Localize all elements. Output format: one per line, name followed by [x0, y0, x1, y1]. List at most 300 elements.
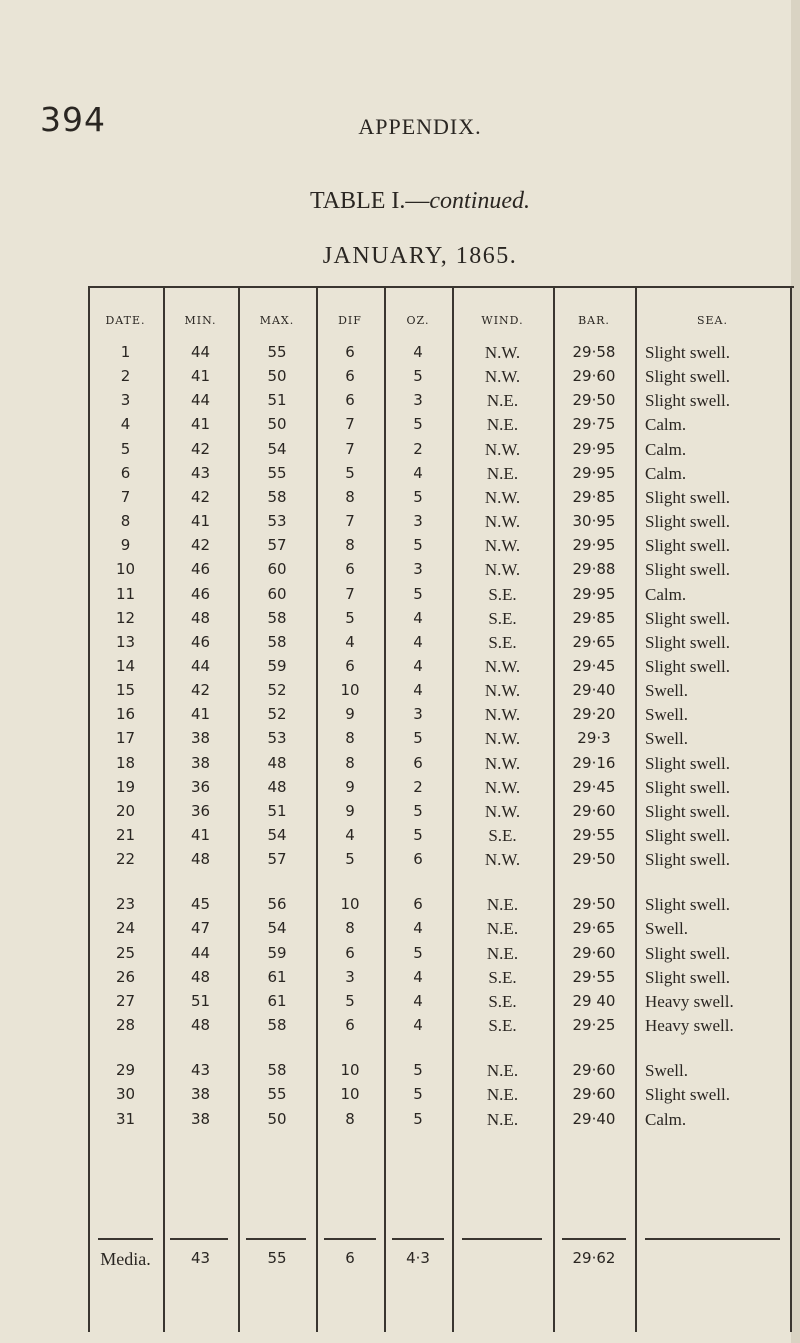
- cell-date: 13: [115, 632, 136, 651]
- table-row: [0, 560, 800, 584]
- cell-wind: N.E.: [486, 1109, 519, 1129]
- cell-max: 59: [267, 656, 287, 675]
- cell-dif: 8: [345, 753, 355, 772]
- cell-bar: 29·55: [572, 967, 616, 986]
- cell-oz: 4: [413, 991, 423, 1010]
- cell-oz: 4: [413, 1016, 423, 1035]
- cell-dif: 4: [345, 632, 355, 651]
- cell-wind: S.E.: [488, 584, 517, 604]
- cell-max: 61: [267, 967, 287, 986]
- cell-max: 50: [267, 415, 287, 434]
- cell-dif: 6: [345, 560, 355, 579]
- cell-max: 59: [267, 943, 287, 962]
- cell-min: 48: [190, 967, 211, 986]
- cell-wind: N.W.: [484, 705, 521, 725]
- cell-date: 26: [115, 967, 136, 986]
- cell-sea: Slight swell.: [645, 826, 731, 845]
- cell-max: 48: [267, 753, 287, 772]
- cell-date: 4: [120, 415, 131, 434]
- cell-wind: S.E.: [488, 632, 517, 652]
- media-rule: [462, 1238, 542, 1240]
- cell-bar: 29·55: [572, 826, 616, 844]
- cell-max: 60: [267, 560, 287, 579]
- cell-min: 36: [190, 777, 211, 796]
- cell-bar: 29·60: [572, 1061, 616, 1080]
- table-title-main: TABLE I.—: [309, 188, 430, 214]
- cell-date: 21: [115, 826, 136, 844]
- cell-wind: S.E.: [488, 991, 517, 1011]
- cell-oz: 4: [413, 343, 423, 361]
- cell-min: 44: [190, 656, 211, 675]
- cell-wind: S.E.: [488, 1016, 517, 1036]
- cell-min: 38: [190, 753, 211, 772]
- cell-oz: 4: [413, 632, 423, 651]
- cell-oz: 5: [413, 487, 423, 506]
- cell-date: 23: [115, 895, 136, 914]
- media-rule: [98, 1238, 153, 1240]
- cell-oz: 5: [413, 1085, 423, 1104]
- table-row: [0, 391, 800, 415]
- cell-max: 54: [267, 826, 287, 844]
- cell-sea: Slight swell.: [645, 656, 731, 676]
- table-row: [0, 705, 800, 729]
- table-row: [0, 536, 800, 560]
- cell-bar: 29·3: [577, 729, 611, 748]
- cell-bar: 30·95: [572, 512, 616, 531]
- cell-min: 42: [190, 439, 211, 458]
- cell-date: 12: [115, 608, 136, 627]
- cell-dif: 7: [345, 415, 355, 434]
- cell-min: 46: [190, 632, 211, 651]
- media-dif: 6: [345, 1249, 355, 1267]
- cell-dif: 8: [345, 487, 355, 506]
- cell-min: 36: [190, 801, 211, 820]
- table-row: [0, 802, 800, 826]
- media-label: Media.: [100, 1249, 151, 1269]
- table-row: [0, 729, 800, 753]
- cell-min: 41: [190, 512, 211, 531]
- cell-sea: Slight swell.: [645, 850, 731, 870]
- cell-max: 55: [267, 343, 287, 361]
- cell-oz: 5: [413, 367, 423, 386]
- cell-bar: 29·50: [572, 895, 616, 914]
- media-row: [0, 1249, 800, 1273]
- cell-dif: 5: [345, 463, 355, 482]
- cell-min: 42: [190, 536, 211, 555]
- cell-wind: N.E.: [486, 463, 519, 483]
- cell-date: 27: [115, 991, 136, 1010]
- cell-max: 57: [267, 536, 287, 555]
- table-row: [0, 826, 800, 850]
- cell-max: 58: [267, 487, 287, 506]
- table-row: [0, 512, 800, 536]
- cell-date: 15: [115, 681, 136, 700]
- cell-sea: Calm.: [645, 463, 687, 483]
- media-oz: 4·3: [406, 1249, 430, 1267]
- cell-bar: 29·60: [572, 801, 616, 820]
- cell-dif: 10: [340, 895, 360, 914]
- cell-date: 3: [120, 391, 131, 410]
- cell-oz: 2: [413, 439, 423, 458]
- cell-dif: 9: [345, 777, 355, 796]
- cell-wind: N.E.: [486, 415, 519, 435]
- cell-wind: N.W.: [484, 681, 521, 701]
- cell-min: 41: [190, 705, 211, 724]
- cell-date: 24: [115, 919, 136, 938]
- cell-sea: Slight swell.: [645, 632, 731, 652]
- cell-oz: 5: [413, 801, 423, 820]
- cell-wind: N.E.: [486, 895, 519, 915]
- cell-min: 51: [190, 991, 211, 1010]
- cell-date: 5: [120, 439, 131, 458]
- table-row: [0, 464, 800, 488]
- cell-max: 50: [267, 1109, 287, 1128]
- cell-date: 14: [115, 656, 136, 675]
- table-row: [0, 850, 800, 874]
- cell-dif: 9: [345, 705, 355, 724]
- cell-dif: 6: [345, 656, 355, 675]
- cell-date: 18: [115, 753, 136, 772]
- cell-wind: N.E.: [486, 1061, 519, 1081]
- cell-bar: 29·95: [572, 439, 616, 458]
- cell-max: 54: [267, 919, 287, 938]
- table-row: [0, 488, 800, 512]
- cell-dif: 4: [345, 826, 355, 844]
- cell-sea: Heavy swell.: [645, 1016, 734, 1036]
- cell-wind: N.W.: [484, 512, 521, 532]
- cell-wind: N.W.: [484, 487, 521, 507]
- cell-bar: 29·95: [572, 463, 616, 482]
- cell-max: 48: [267, 777, 287, 796]
- cell-bar: 29·45: [572, 656, 616, 675]
- cell-wind: N.E.: [486, 919, 519, 939]
- cell-wind: N.W.: [484, 801, 521, 821]
- cell-dif: 6: [345, 1016, 355, 1035]
- cell-dif: 8: [345, 729, 355, 748]
- cell-oz: 5: [413, 584, 423, 603]
- table-row: [0, 585, 800, 609]
- cell-date: 10: [115, 560, 136, 579]
- table-row: [0, 1110, 800, 1134]
- cell-dif: 6: [345, 343, 355, 361]
- cell-oz: 3: [413, 391, 423, 410]
- table-row: [0, 681, 800, 705]
- cell-dif: 7: [345, 584, 355, 603]
- cell-min: 41: [190, 367, 211, 386]
- cell-bar: 29·16: [572, 753, 616, 772]
- cell-bar: 29 40: [572, 991, 616, 1010]
- cell-bar: 29·60: [572, 367, 616, 386]
- cell-oz: 4: [413, 967, 423, 986]
- header-min: MIN.: [184, 314, 217, 327]
- cell-bar: 29·50: [572, 391, 616, 410]
- cell-min: 48: [190, 608, 211, 627]
- table-row: [0, 657, 800, 681]
- cell-wind: N.E.: [486, 391, 519, 411]
- cell-wind: N.E.: [486, 943, 519, 963]
- table-title-continued: continued.: [429, 188, 531, 214]
- cell-oz: 2: [413, 777, 423, 796]
- cell-dif: 8: [345, 919, 355, 938]
- cell-min: 48: [190, 850, 211, 869]
- cell-max: 57: [267, 850, 287, 869]
- header-date: DATE.: [105, 314, 146, 327]
- cell-bar: 29·65: [572, 919, 616, 938]
- cell-sea: Slight swell.: [645, 343, 731, 362]
- cell-sea: Slight swell.: [645, 777, 731, 797]
- cell-wind: N.W.: [484, 536, 521, 556]
- cell-sea: Calm.: [645, 439, 687, 459]
- cell-sea: Slight swell.: [645, 753, 731, 773]
- table-row: [0, 1085, 800, 1109]
- cell-min: 45: [190, 895, 211, 914]
- media-rule: [645, 1238, 780, 1240]
- cell-sea: Swell.: [645, 919, 688, 939]
- cell-bar: 29·85: [572, 487, 616, 506]
- cell-oz: 5: [413, 536, 423, 555]
- cell-min: 47: [190, 919, 211, 938]
- cell-sea: Swell.: [645, 705, 688, 725]
- cell-max: 55: [267, 463, 287, 482]
- cell-sea: Slight swell.: [645, 608, 731, 628]
- cell-bar: 29·65: [572, 632, 616, 651]
- cell-oz: 5: [413, 415, 423, 434]
- cell-wind: S.E.: [488, 608, 517, 628]
- cell-wind: N.W.: [484, 850, 521, 870]
- page-number: 394: [40, 100, 106, 139]
- cell-dif: 8: [345, 536, 355, 555]
- cell-date: 7: [120, 487, 131, 506]
- cell-max: 50: [267, 367, 287, 386]
- media-rule: [392, 1238, 444, 1240]
- cell-bar: 29·58: [572, 343, 616, 361]
- cell-dif: 10: [340, 1061, 360, 1080]
- cell-max: 53: [267, 512, 287, 531]
- cell-oz: 4: [413, 919, 423, 938]
- cell-date: 16: [115, 705, 136, 724]
- cell-wind: S.E.: [488, 967, 517, 987]
- table-row: [0, 1061, 800, 1085]
- cell-wind: N.W.: [484, 729, 521, 749]
- media-rule: [246, 1238, 306, 1240]
- cell-min: 42: [190, 681, 211, 700]
- cell-max: 58: [267, 632, 287, 651]
- table-row: [0, 895, 800, 919]
- cell-sea: Slight swell.: [645, 895, 731, 915]
- cell-oz: 4: [413, 656, 423, 675]
- cell-min: 46: [190, 584, 211, 603]
- cell-date: 2: [120, 367, 131, 386]
- cell-oz: 5: [413, 729, 423, 748]
- cell-bar: 29·60: [572, 1085, 616, 1104]
- cell-oz: 3: [413, 705, 423, 724]
- cell-date: 20: [115, 801, 136, 820]
- cell-date: 6: [120, 463, 131, 482]
- cell-wind: N.W.: [484, 656, 521, 676]
- table-row: [0, 968, 800, 992]
- table-row: [0, 633, 800, 657]
- cell-dif: 8: [345, 1109, 355, 1128]
- header-oz: OZ.: [406, 314, 430, 327]
- cell-sea: Slight swell.: [645, 1085, 731, 1105]
- cell-max: 56: [267, 895, 287, 914]
- cell-bar: 29·95: [572, 584, 616, 603]
- cell-oz: 3: [413, 512, 423, 531]
- cell-min: 38: [190, 1085, 211, 1104]
- cell-max: 55: [267, 1085, 287, 1104]
- cell-dif: 3: [345, 967, 355, 986]
- cell-bar: 29·60: [572, 943, 616, 962]
- cell-dif: 9: [345, 801, 355, 820]
- cell-bar: 29·25: [572, 1016, 616, 1035]
- cell-oz: 6: [413, 895, 423, 914]
- cell-bar: 29·20: [572, 705, 616, 724]
- cell-sea: Calm.: [645, 584, 687, 604]
- header-max: MAX.: [259, 314, 295, 327]
- cell-max: 52: [267, 705, 287, 724]
- media-rule: [562, 1238, 626, 1240]
- media-bar: 29·62: [572, 1249, 616, 1267]
- cell-date: 22: [115, 850, 136, 869]
- cell-min: 43: [190, 1061, 211, 1080]
- cell-min: 46: [190, 560, 211, 579]
- cell-oz: 5: [413, 1109, 423, 1128]
- cell-sea: Slight swell.: [645, 367, 731, 387]
- cell-max: 58: [267, 1016, 287, 1035]
- cell-max: 58: [267, 608, 287, 627]
- cell-oz: 3: [413, 560, 423, 579]
- running-head: APPENDIX.: [358, 114, 482, 139]
- cell-oz: 5: [413, 1061, 423, 1080]
- cell-min: 41: [190, 826, 211, 844]
- cell-dif: 10: [340, 681, 360, 700]
- table-row: [0, 754, 800, 778]
- cell-bar: 29·75: [572, 415, 616, 434]
- cell-bar: 29·88: [572, 560, 616, 579]
- cell-date: 25: [115, 943, 136, 962]
- cell-min: 43: [190, 463, 211, 482]
- cell-dif: 5: [345, 850, 355, 869]
- cell-wind: N.W.: [484, 367, 521, 387]
- cell-date: 1: [120, 343, 131, 361]
- cell-oz: 4: [413, 608, 423, 627]
- cell-oz: 6: [413, 753, 423, 772]
- cell-date: 9: [120, 536, 131, 555]
- cell-max: 53: [267, 729, 287, 748]
- cell-sea: Swell.: [645, 681, 688, 701]
- cell-wind: N.W.: [484, 439, 521, 459]
- cell-wind: N.W.: [484, 777, 521, 797]
- cell-bar: 29·85: [572, 608, 616, 627]
- cell-sea: Slight swell.: [645, 967, 731, 987]
- media-min: 43: [190, 1249, 211, 1267]
- table-row: [0, 919, 800, 943]
- cell-min: 38: [190, 1109, 211, 1128]
- cell-dif: 7: [345, 439, 355, 458]
- table-row: [0, 609, 800, 633]
- cell-min: 48: [190, 1016, 211, 1035]
- cell-sea: Slight swell.: [645, 391, 731, 411]
- cell-dif: 6: [345, 367, 355, 386]
- cell-date: 30: [115, 1085, 136, 1104]
- cell-sea: Slight swell.: [645, 560, 731, 580]
- cell-date: 19: [115, 777, 136, 796]
- table-row: [0, 1016, 800, 1040]
- cell-max: 51: [267, 801, 287, 820]
- table-row: [0, 992, 800, 1016]
- cell-wind: N.E.: [486, 1085, 519, 1105]
- cell-sea: Slight swell.: [645, 512, 731, 532]
- cell-max: 52: [267, 681, 287, 700]
- cell-date: 31: [115, 1109, 136, 1128]
- cell-max: 58: [267, 1061, 287, 1080]
- cell-max: 61: [267, 991, 287, 1010]
- cell-max: 54: [267, 439, 287, 458]
- table-row: [0, 440, 800, 464]
- table-row: [0, 343, 800, 367]
- cell-dif: 5: [345, 608, 355, 627]
- cell-min: 44: [190, 391, 211, 410]
- cell-bar: 29·50: [572, 850, 616, 869]
- cell-max: 51: [267, 391, 287, 410]
- cell-date: 28: [115, 1016, 136, 1035]
- header-dif: DIF: [338, 314, 362, 327]
- media-rule: [170, 1238, 228, 1240]
- cell-min: 38: [190, 729, 211, 748]
- table-row: [0, 415, 800, 439]
- cell-oz: 5: [413, 826, 423, 844]
- cell-dif: 5: [345, 991, 355, 1010]
- cell-min: 44: [190, 343, 211, 361]
- cell-sea: Slight swell.: [645, 536, 731, 556]
- table-row: [0, 944, 800, 968]
- table-row: [0, 778, 800, 802]
- cell-sea: Swell.: [645, 1061, 688, 1081]
- cell-min: 44: [190, 943, 211, 962]
- cell-dif: 7: [345, 512, 355, 531]
- cell-oz: 6: [413, 850, 423, 869]
- cell-bar: 29·95: [572, 536, 616, 555]
- cell-oz: 5: [413, 943, 423, 962]
- cell-sea: Calm.: [645, 1109, 687, 1129]
- cell-dif: 10: [340, 1085, 360, 1104]
- cell-sea: Slight swell.: [645, 487, 731, 507]
- media-rule: [324, 1238, 376, 1240]
- cell-max: 60: [267, 584, 287, 603]
- cell-wind: N.W.: [484, 753, 521, 773]
- cell-date: 17: [115, 729, 136, 748]
- cell-date: 11: [115, 584, 136, 603]
- cell-sea: Swell.: [645, 729, 688, 749]
- table-row: [0, 367, 800, 391]
- media-max: 55: [267, 1249, 287, 1267]
- cell-oz: 4: [413, 681, 423, 700]
- table-title: [0, 188, 800, 215]
- table-subtitle: JANUARY, 1865.: [322, 243, 518, 269]
- cell-wind: N.W.: [484, 560, 521, 580]
- header-bar: BAR.: [578, 314, 610, 327]
- cell-bar: 29·40: [572, 1109, 616, 1128]
- cell-min: 42: [190, 487, 211, 506]
- cell-sea: Calm.: [645, 415, 687, 435]
- cell-dif: 6: [345, 943, 355, 962]
- cell-wind: S.E.: [488, 826, 517, 845]
- cell-date: 29: [115, 1061, 136, 1080]
- cell-oz: 4: [413, 463, 423, 482]
- cell-date: 8: [120, 512, 131, 531]
- cell-sea: Slight swell.: [645, 801, 731, 821]
- cell-bar: 29·45: [572, 777, 616, 796]
